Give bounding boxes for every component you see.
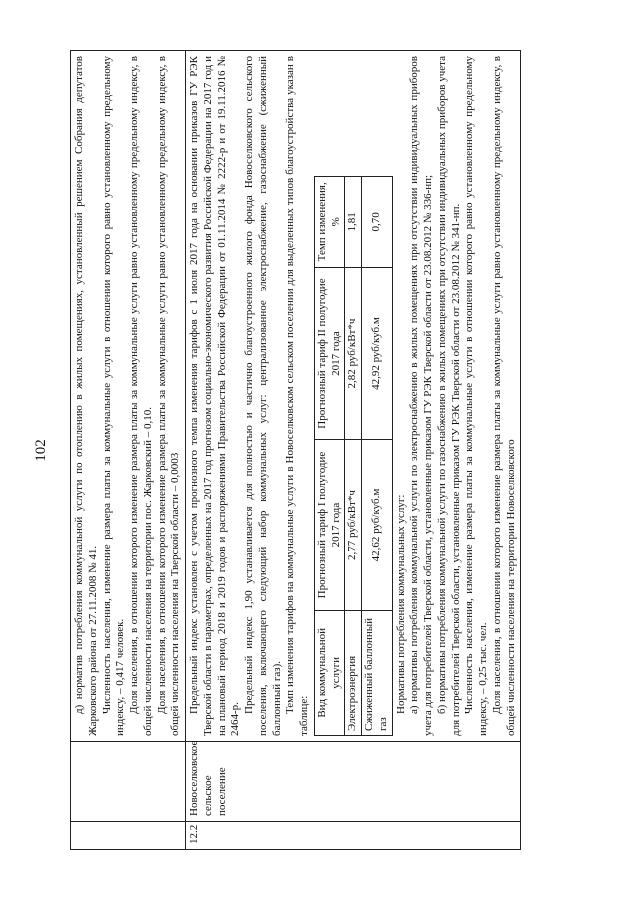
paragraph: Численность населения, изменение размера платы за коммунальные услуги в отношении которого равно установленному предельному индексу, – 0,25 тыс. чел. xyxy=(463,56,489,736)
row-name-cell xyxy=(71,742,186,822)
header-cell: Прогнозный тариф I полугодие 2017 года xyxy=(314,440,345,610)
row-number-cell xyxy=(71,822,186,850)
header-cell: Вид коммунальной услуги xyxy=(314,610,345,735)
table-cell: 2,77 руб/кВт*ч xyxy=(345,440,362,610)
paragraph: д) норматив потребления коммунальной услуги по отоплению в жилых помещениях, установленный решением Собрания депутатов Жарковского района от 27.11.2008 № 41. xyxy=(73,56,99,736)
table-row-12-2 xyxy=(186,51,521,850)
paragraph: Доля населения, в отношении которого изменение размера платы за коммунальные услуги равно установленному предельному индексу, в общей численности населения на Тверской области – 0,0003 xyxy=(155,56,182,736)
main-table xyxy=(70,50,521,850)
page-number: 102 xyxy=(32,439,49,462)
paragraph: б) нормативы потребления коммунальной услуги по газоснабжению в жилых помещениях при отсутствии индивидуальных приборов учета для потребителей Тверской области, установленные приказом ГУ РЭК Тверской области от 23.08.2012 № 341-нп. xyxy=(435,56,462,736)
paragraph: Доля населения, в отношении которого изменение размера платы за коммунальные услуги равно установленному предельному индексу, в общей численности населения на территории пос. Жарковский – 0,10. xyxy=(128,56,154,736)
table-cell: 1,81 xyxy=(345,177,362,268)
paragraph: а) нормативы потребления коммунальной услуги по электроснабжению в жилых помещениях при отсутствии индивидуальных приборов учета для потребителей Тверской области, установленные приказом ГУ РЭК Тверской области от 23.08.2012 № 336-нп; xyxy=(408,56,434,736)
paragraph: Доля населения, в отношении которого изменение размера платы за коммунальные услуги равно установленному предельному индексу, в общей численности населения на территории Новоселковского xyxy=(490,56,517,736)
table-cell: 42,62 руб/куб.м xyxy=(362,440,393,610)
settlement-name: Новоселковское сельское поселение xyxy=(186,742,521,822)
paragraph: Нормативы потребления коммунальных услуг: xyxy=(394,494,407,714)
table-cell: 0,70 xyxy=(362,177,393,268)
table-cell: 2,82 руб/кВт*ч xyxy=(345,267,362,440)
table-cell: Электроэнергия xyxy=(345,610,362,735)
table-cell: 42,92 руб/куб.м xyxy=(362,267,393,440)
tariff-table-header xyxy=(314,177,345,736)
paragraph: Предельный индекс 1,90 устанавливается для полностью и частично благоустроенного жилого фонда Новоселковского сельского поселения, включающего следующий набор коммунальных услуг: централизованное электроснабжение, газоснабжение (сжиженный баллонный газ). xyxy=(243,56,283,736)
header-cell: Темп изменения, % xyxy=(314,177,345,268)
tariff-table xyxy=(314,176,393,736)
tariff-row xyxy=(362,177,393,736)
paragraph: Темп изменения тарифов на коммунальные услуги в Новоселковском сельском поселении для выделенных типов благоустройства указан в таблице: xyxy=(284,56,310,736)
tariff-row xyxy=(345,177,362,736)
rotated-page-content xyxy=(70,50,590,850)
paragraph: Предельный индекс установлен с учетом прогнозного темпа изменения тарифов с 1 июля 2017 года на основании приказов ГУ РЭК Тверской области в параметрах, определенных на 2017 год прогнозом социально-экономического развития Российской Федерации на 2017 год и на плановый период 2018 и 2019 годов и распоряжениями Правительства Российской Федерации от 01.11.2014 № 2222-р и от 19.11.2016 № 2464-р. xyxy=(188,56,242,736)
table-cell: Сжиженный баллонный газ xyxy=(362,610,393,735)
row-content-cell xyxy=(71,51,186,742)
table-row-previous xyxy=(71,51,186,850)
paragraph: Численность населения, изменение размера платы за коммунальные услуги в отношении которого равно установленному предельному индексу, – 0,417 человек. xyxy=(100,56,127,736)
header-cell: Прогнозный тариф II полугодие 2017 года xyxy=(314,267,345,440)
row-number: 12.2 xyxy=(186,822,521,850)
row-content-cell xyxy=(186,51,521,742)
